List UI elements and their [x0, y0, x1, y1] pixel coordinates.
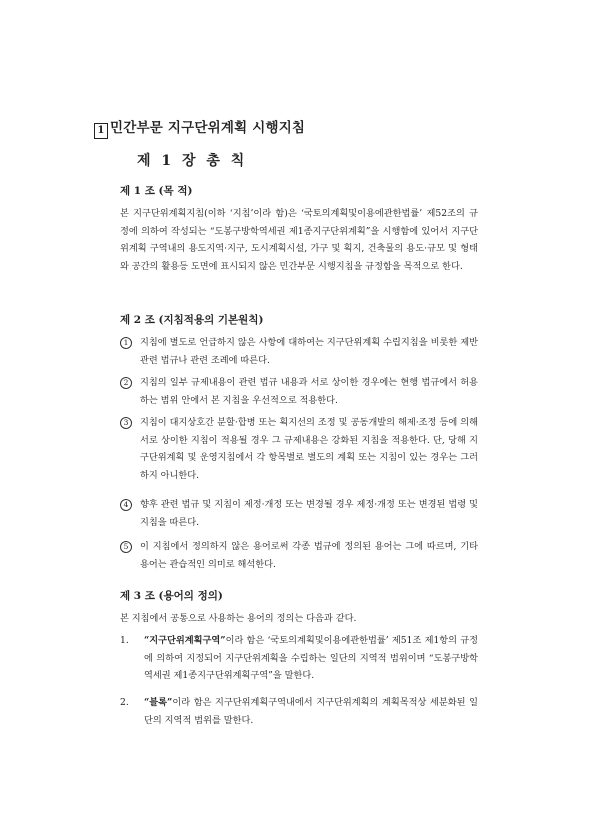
document-title-text: 민간부문 지구단위계획 시행지침 — [110, 120, 306, 136]
circled-number: 2 — [120, 377, 132, 389]
document-title — [94, 116, 305, 139]
definition-item — [120, 694, 478, 729]
circled-number: 4 — [120, 499, 132, 511]
article-2-item-text: 지침에 별도로 언급하지 않은 사항에 대하여는 지구단위계획 수립지침을 비롯한 제반 관련 법규나 관련 조례에 따른다. — [140, 337, 478, 366]
definition-term: “지구단위계획구역” — [144, 635, 226, 646]
circled-number: 1 — [120, 337, 132, 349]
article-2-item-text: 이 지침에서 정의하지 않은 용어로써 각종 법규에 정의된 용어는 그에 따르며, 기타 용어는 관습적인 의미로 해석한다. — [140, 541, 478, 570]
article-2-item — [120, 374, 478, 409]
article-2-heading: 제 2 조 (지침적용의 기본원칙) — [120, 314, 264, 326]
article-2-item — [120, 496, 478, 531]
article-2-item — [120, 538, 478, 573]
article-3-intro: 본 지침에서 공통으로 사용하는 용어의 정의는 다음과 같다. — [120, 613, 357, 624]
article-3-heading: 제 3 조 (용어의 정의) — [120, 590, 223, 602]
article-1-heading: 제 1 조 (목 적) — [120, 185, 193, 197]
article-2-item-text: 향후 관련 법규 및 지침이 제정·개정 또는 변경될 경우 제정·개정 또는 변경된 법령 및 지침을 따른다. — [140, 499, 478, 528]
chapter-heading: 제 1 장 총 칙 — [137, 153, 246, 169]
article-2-item — [120, 334, 478, 369]
definition-term: “블록” — [144, 697, 173, 708]
article-2-item-text: 지침이 대지상호간 분할·합병 또는 획지선의 조정 및 공동개발의 해제·조정 등에 의해 서로 상이한 지침이 적용될 경우 그 규제내용은 강화된 지침을 적용한다. 단, 당해 지구단위계획 및 운영지침에서 각 항목별로 별도의 계획 또는 지침이 있는 경우는 그러하지 아니한다. — [140, 417, 478, 481]
article-2-item-text: 지침의 일부 규제내용이 관련 법규 내용과 서로 상이한 경우에는 현행 법규에서 허용하는 범위 안에서 본 지침을 우선적으로 적용한다. — [140, 377, 478, 406]
article-2-item — [120, 414, 478, 484]
definition-number: 1. — [120, 635, 129, 646]
section-number-box: 1 — [94, 123, 108, 139]
definition-text: 이라 함은 지구단위계획구역내에서 지구단위계획의 계획목적상 세분화된 일단의 지역적 범위를 말한다. — [144, 697, 478, 726]
article-1-text: 본 지구단위계획지침(이하 ‘지침’이라 함)은 ‘국토의계획및이용에관한법률’ 제52조의 규정에 의하여 작성되는 “도봉구방학역세권 제1종지구단위계획”을 시행함에 있어서 지구단위계획 구역내의 용도지역·지구, 도시계획시설, 가구 및 획지, 건축물의 용도·규모 및 형태와 공간의 활용등 도면에 표시되지 않은 민간부문 시행지침을 규정함을 목적으로 한다. — [120, 208, 478, 272]
circled-number: 3 — [120, 417, 132, 429]
circled-number: 5 — [120, 541, 132, 553]
definition-item — [120, 632, 478, 685]
definition-text: 이라 함은 ‘국토의계획및이용에관한법률’ 제51조 제1항의 규정에 의하여 지정되어 지구단위계획을 수립하는 일단의 지역적 범위이며 “도봉구방학역세권 제1종지구단위계획구역”을 말한다. — [144, 635, 478, 681]
definition-number: 2. — [120, 697, 129, 708]
